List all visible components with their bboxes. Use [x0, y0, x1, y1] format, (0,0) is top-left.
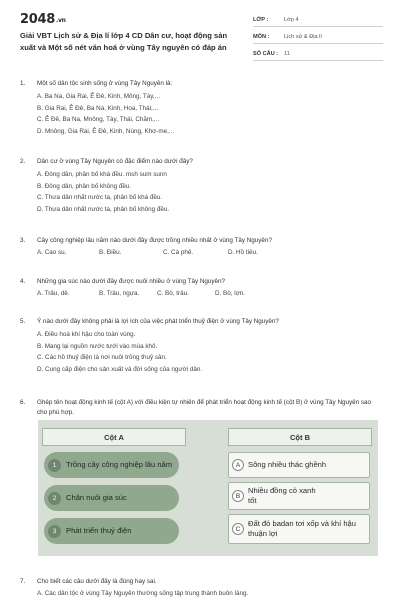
option-a[interactable]: A. Điều hoà khí hậu cho toàn vùng. — [37, 331, 136, 338]
question-text: Cây công nghiệp lâu năm nào dưới đây được trồng nhiều nhất ở vùng Tây Nguyên? — [37, 237, 272, 244]
item-text: Nhiều đồng cỏ xanh tốt — [248, 486, 316, 505]
option-c[interactable]: C. Các hồ thuỷ điện là nơi nuôi trồng thuỷ sản. — [37, 354, 167, 361]
number-badge: 3 — [48, 525, 61, 538]
number-badge: 2 — [48, 492, 61, 505]
question-text: Cho biết các câu dưới đây là đúng hay sai. — [37, 578, 157, 585]
column-a-header: Cột A — [42, 428, 186, 446]
item-text: Đất đỏ badan tơi xốp và khí hậu thuận lợi — [248, 519, 356, 538]
letter-badge: B — [232, 490, 244, 502]
option-b[interactable]: B. Gia Rai, Ê Đê, Ba Na, Kinh, Hoa, Thái,... — [37, 104, 158, 112]
column-b-item-a[interactable] — [228, 452, 370, 478]
option-d[interactable]: D. Cung cấp điện cho sản xuất và đời sống của người dân. — [37, 365, 203, 373]
question-number: 3. — [20, 237, 26, 244]
item-text: Phát triển thuỷ điện — [66, 526, 132, 535]
page-header — [0, 0, 400, 72]
question-7 — [20, 578, 380, 600]
question-1 — [20, 80, 380, 137]
site-logo[interactable] — [20, 12, 66, 27]
document-meta — [253, 14, 383, 65]
column-a-item-3[interactable] — [44, 518, 179, 544]
option-d[interactable]: D. Mnông, Gia Rai, Ê Đê, Kinh, Nùng, Khơ-me,... — [37, 127, 175, 135]
column-b-header: Cột B — [228, 428, 372, 446]
meta-row-subject — [253, 31, 383, 44]
option-b[interactable]: B. Trâu, ngựa. — [99, 290, 140, 297]
document-title: Giải VBT Lịch sử & Địa lí lớp 4 CD Dân cư, hoạt động sản xuất và Một số nét văn hoá ở vùng Tây nguyên có đáp án — [20, 31, 228, 52]
question-6 — [20, 398, 380, 417]
item-text: Trồng cây công nghiệp lâu năm — [66, 460, 173, 469]
meta-value: Lớp 4 — [284, 17, 299, 23]
number-badge: 1 — [48, 459, 61, 472]
option-a[interactable]: A. Các dân tộc ở vùng Tây Nguyên thường sống tập trung thành buôn làng. — [37, 590, 249, 597]
question-text: Những gia súc nào dưới đây được nuôi nhiều ở vùng Tây Nguyên? — [37, 278, 226, 285]
logo-text: 2048 — [20, 12, 55, 27]
option-d[interactable]: D. Bò, lợn. — [215, 290, 246, 297]
meta-row-grade — [253, 14, 383, 27]
question-5 — [20, 318, 380, 375]
option-c[interactable]: C. Bò, trâu. — [157, 290, 189, 297]
question-3 — [20, 237, 380, 259]
column-b-item-c[interactable] — [228, 514, 370, 544]
option-row — [20, 247, 380, 259]
question-number: 5. — [20, 318, 26, 325]
option-a[interactable]: A. Cao su. — [37, 249, 67, 256]
option-a[interactable]: A. Trâu, dê. — [37, 290, 70, 297]
item-text: Sông nhiều thác ghềnh — [248, 460, 327, 469]
matching-figure — [38, 420, 378, 556]
option-d[interactable]: D. Hồ tiêu. — [228, 249, 258, 256]
question-number: 1. — [20, 80, 26, 87]
question-2 — [20, 158, 380, 215]
question-number: 7. — [20, 578, 26, 585]
meta-value: Lịch sử & Địa lí — [284, 34, 322, 40]
meta-key: LỚP : — [253, 17, 269, 23]
item-text: Chăn nuôi gia súc — [66, 493, 127, 502]
option-b[interactable]: B. Đông dân, phân bố không đều. — [37, 182, 132, 190]
column-a-item-2[interactable] — [44, 485, 179, 511]
question-text: Ý nào dưới đây không phải là lợi ích của việc phát triển thuỷ điện ở vùng Tây Nguyên? — [37, 318, 279, 325]
question-number: 2. — [20, 158, 26, 165]
column-a-item-1[interactable] — [44, 452, 179, 478]
option-c[interactable]: C. Ê Đê, Ba Na, Mnông, Tày, Thái, Chăm,... — [37, 116, 160, 123]
option-c[interactable]: C. Thưa dân nhất nước ta, phân bố khá đều. — [37, 194, 163, 201]
meta-value: 11 — [284, 51, 290, 57]
option-b[interactable]: B. Điều. — [99, 249, 122, 256]
question-text: Một số dân tộc sinh sống ở vùng Tây Nguyên là: — [37, 80, 173, 87]
letter-badge: C — [232, 523, 244, 535]
question-4 — [20, 278, 380, 300]
letter-badge: A — [232, 459, 244, 471]
meta-row-count — [253, 48, 383, 61]
question-number: 6. — [20, 399, 26, 406]
option-a[interactable]: A. Đông dân, phân bố khá đều. msh sum sunn — [37, 171, 167, 178]
meta-key: SỐ CÂU : — [253, 51, 279, 57]
question-number: 4. — [20, 278, 26, 285]
meta-key: MÔN : — [253, 34, 270, 40]
question-text: Ghép tên hoạt động kinh tế (cột A) với điều kiện tự nhiên để phát triển hoạt động kinh tế (cột B) ở vùng Tây Nguyên sao cho phù hợp. — [37, 399, 372, 416]
option-d[interactable]: D. Thưa dân nhất nước ta, phân bố không đều. — [37, 205, 170, 213]
option-c[interactable]: C. Cà phê. — [163, 249, 194, 256]
option-b[interactable]: B. Mang lại nguồn nước tưới vào mùa khô. — [37, 342, 158, 350]
column-b-item-b[interactable] — [228, 482, 370, 510]
question-text: Dân cư ở vùng Tây Nguyên có đặc điểm nào dưới đây? — [37, 158, 193, 165]
option-row — [20, 288, 380, 300]
logo-tld: .vn — [55, 17, 66, 24]
option-a[interactable]: A. Ba Na, Gia Rai, Ê Đê, Kinh, Mông, Tày,... — [37, 93, 160, 100]
